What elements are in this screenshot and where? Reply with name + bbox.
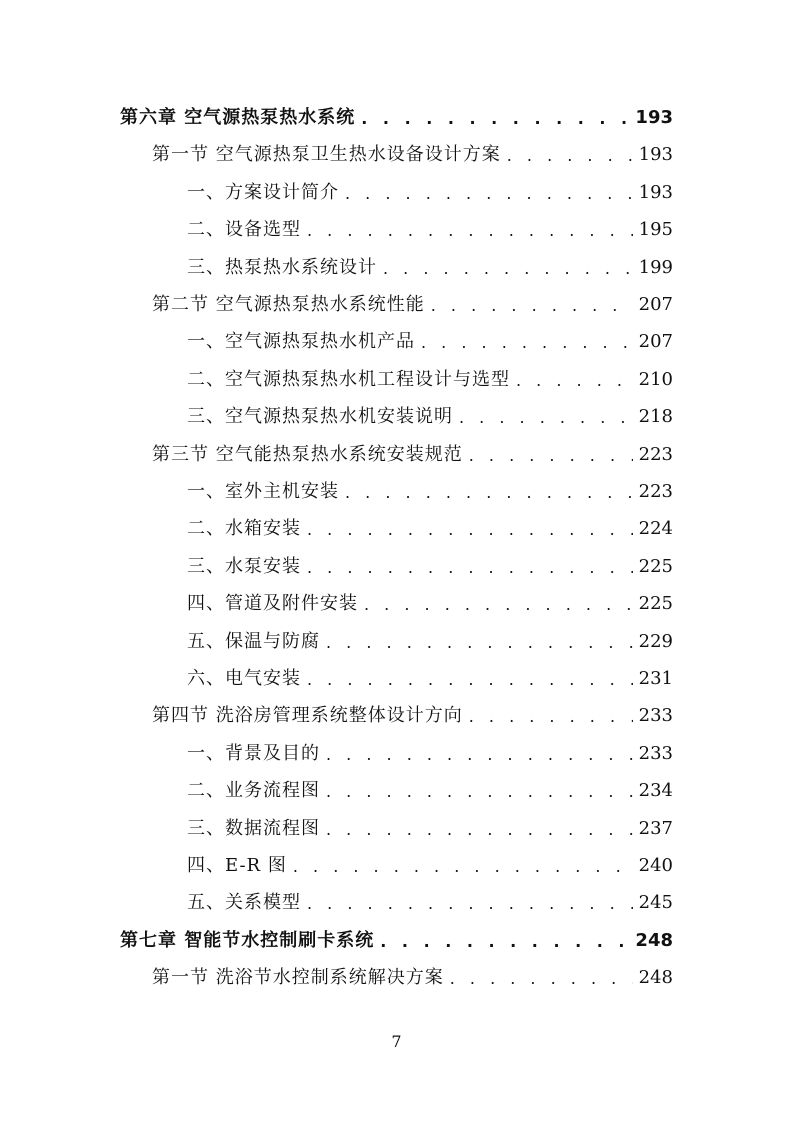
toc-entry-title: 三、空气源热泵热水机安装说明 xyxy=(187,406,453,427)
toc-entry-page: 245 xyxy=(638,892,673,913)
toc-subsection-entry xyxy=(0,661,793,689)
toc-entry-page: 199 xyxy=(638,257,673,278)
toc-entry-title: 二、设备选型 xyxy=(187,219,301,240)
toc-entry-page: 224 xyxy=(638,518,673,539)
toc-entry-title: 第一节 洗浴节水控制系统解决方案 xyxy=(152,967,444,988)
toc-entry-title: 三、热泵热水系统设计 xyxy=(187,257,377,278)
toc-entry-page: 193 xyxy=(638,182,673,203)
toc-entry-title: 第二节 空气源热泵热水系统性能 xyxy=(152,294,425,315)
toc-subsection-entry xyxy=(0,175,793,203)
toc-subsection-entry xyxy=(0,324,793,352)
toc-entry-title: 一、背景及目的 xyxy=(187,743,320,764)
toc-entry-page: 233 xyxy=(638,705,673,726)
toc-dot-leader xyxy=(383,260,633,278)
page-number: 7 xyxy=(391,1032,402,1051)
toc-entry-title: 一、空气源热泵热水机产品 xyxy=(187,331,415,352)
toc-dot-leader xyxy=(380,933,629,951)
toc-entry-page: 229 xyxy=(638,631,673,652)
toc-entry-title: 一、室外主机安装 xyxy=(187,481,339,502)
toc-entry-page: 237 xyxy=(638,818,673,839)
toc-section-entry xyxy=(0,698,793,726)
toc-dot-leader xyxy=(326,783,633,801)
toc-entry-title: 第四节 洗浴房管理系统整体设计方向 xyxy=(152,705,463,726)
toc-entry-page: 234 xyxy=(638,780,673,801)
toc-entry-page: 231 xyxy=(638,668,673,689)
toc-dot-leader xyxy=(345,185,633,203)
toc-dot-leader xyxy=(507,147,633,165)
toc-dot-leader xyxy=(364,596,633,614)
toc-subsection-entry xyxy=(0,811,793,839)
toc-dot-leader xyxy=(307,559,633,577)
toc-section-entry xyxy=(0,137,793,165)
toc-entry-page: 207 xyxy=(638,294,673,315)
toc-entry-title: 五、关系模型 xyxy=(187,892,301,913)
toc-entry-page: 210 xyxy=(638,369,673,390)
toc-entry-title: 第三节 空气能热泵热水系统安装规范 xyxy=(152,444,463,465)
toc-entry-title: 二、水箱安装 xyxy=(187,518,301,539)
toc-entry-page: 195 xyxy=(638,219,673,240)
toc-entry-title: 二、空气源热泵热水机工程设计与选型 xyxy=(187,369,510,390)
toc-dot-leader xyxy=(307,671,633,689)
toc-subsection-entry xyxy=(0,250,793,278)
toc-subsection-entry xyxy=(0,736,793,764)
toc-entry-title: 四、E-R 图 xyxy=(187,855,287,876)
toc-dot-leader xyxy=(469,708,633,726)
toc-dot-leader xyxy=(469,447,633,465)
toc-entry-page: 225 xyxy=(638,556,673,577)
toc-subsection-entry xyxy=(0,773,793,801)
toc-subsection-entry xyxy=(0,586,793,614)
toc-entry-page: 223 xyxy=(638,481,673,502)
toc-dot-leader xyxy=(361,110,629,128)
toc-entry-title: 三、数据流程图 xyxy=(187,818,320,839)
toc-dot-leader xyxy=(307,895,633,913)
toc-entry-page: 248 xyxy=(635,930,673,951)
toc-dot-leader xyxy=(459,409,633,427)
toc-entry-page: 218 xyxy=(638,406,673,427)
toc-dot-leader xyxy=(431,297,633,315)
toc-subsection-entry xyxy=(0,474,793,502)
toc-section-entry xyxy=(0,287,793,315)
toc-section-entry xyxy=(0,437,793,465)
toc-entry-page: 233 xyxy=(638,743,673,764)
toc-entry-page: 193 xyxy=(638,144,673,165)
toc-entry-page: 240 xyxy=(638,855,673,876)
toc-dot-leader xyxy=(345,484,633,502)
toc-entry-page: 223 xyxy=(638,444,673,465)
toc-entry-page: 225 xyxy=(638,593,673,614)
toc-subsection-entry xyxy=(0,624,793,652)
toc-dot-leader xyxy=(326,746,633,764)
toc-dot-leader xyxy=(326,634,633,652)
toc-entry-page: 207 xyxy=(638,331,673,352)
toc-chapter-entry xyxy=(0,923,793,951)
toc-dot-leader xyxy=(307,222,633,240)
toc-dot-leader xyxy=(450,970,633,988)
toc-subsection-entry xyxy=(0,848,793,876)
toc-entry-title: 三、水泵安装 xyxy=(187,556,301,577)
toc-entry-title: 四、管道及附件安装 xyxy=(187,593,358,614)
toc-dot-leader xyxy=(293,858,633,876)
toc-subsection-entry xyxy=(0,362,793,390)
toc-entry-page: 193 xyxy=(635,107,673,128)
toc-entry-title: 一、方案设计简介 xyxy=(187,182,339,203)
toc-entry-title: 第一节 空气源热泵卫生热水设备设计方案 xyxy=(152,144,501,165)
toc-subsection-entry xyxy=(0,885,793,913)
toc-entry-title: 第七章 智能节水控制刷卡系统 xyxy=(120,930,375,951)
toc-dot-leader xyxy=(516,372,633,390)
toc-subsection-entry xyxy=(0,212,793,240)
toc-entry-title: 六、电气安装 xyxy=(187,668,301,689)
toc-dot-leader xyxy=(307,521,633,539)
toc-subsection-entry xyxy=(0,399,793,427)
toc-subsection-entry xyxy=(0,511,793,539)
toc-chapter-entry xyxy=(0,100,793,128)
toc-entry-title: 五、保温与防腐 xyxy=(187,631,320,652)
toc-entry-title: 第六章 空气源热泵热水系统 xyxy=(120,107,356,128)
toc-subsection-entry xyxy=(0,549,793,577)
toc-section-entry xyxy=(0,960,793,988)
toc-dot-leader xyxy=(421,334,633,352)
toc-entry-page: 248 xyxy=(638,967,673,988)
toc-dot-leader xyxy=(326,821,633,839)
toc-entry-title: 二、业务流程图 xyxy=(187,780,320,801)
